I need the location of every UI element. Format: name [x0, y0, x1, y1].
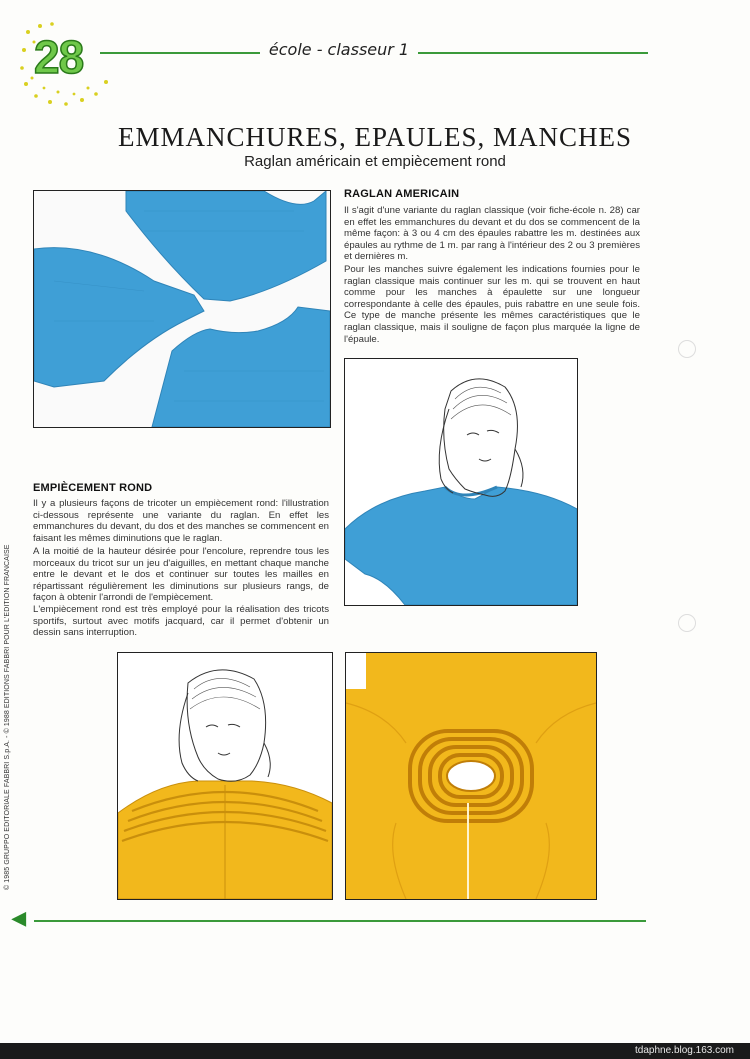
photo-round-yoke-pieces: [345, 652, 597, 900]
raglan-paragraph-1: Il s'agit d'une variante du raglan classique (voir fiche-école n. 28) car en effet les emmanchures du devant et du dos se commencent de la même façon: à 3 ou 4 cm des épaules rabattre les m. destinées aux épaules au rythme de 1 m. par rang à l'intérieur des 2 ou 3 premières et dernières m.: [344, 205, 640, 263]
back-arrow-icon: ◀: [12, 908, 26, 928]
empiecement-paragraph-1: Il y a plusieurs façons de tricoter un empiècement rond: l'illustration ci-dessous représente une variante du raglan. En effet les emmanchures du devant, du dos et des manches se commencent en faisant les mêmes diminutions que le raglan.: [33, 498, 329, 544]
empiecement-paragraph-2: A la moitié de la hauteur désirée pour l'encolure, reprendre tous les morceaux du tricot sur un jeu d'aiguilles, en mettant chaque manche entre le devant et le dos et continuer sur toutes les mailles en répartissant régulièrement les diminutions sur plusieurs rangs, de façon à obtenir l'arrondi de l'empiècement.: [33, 546, 329, 604]
copyright-credit: © 1985 GRUPPO EDITORIALE FABBRI S.p.A. - © 1988 EDITIONS FABBRI POUR L'EDITION FRANCAISE: [4, 544, 11, 890]
blue-sweater-illustration: [345, 359, 577, 605]
photo-raglan-pieces: [33, 190, 331, 428]
series-title: école - classeur 1: [268, 40, 410, 59]
empiecement-paragraph-3: L'empiècement rond est très employé pour la réalisation des tricots sportifs, surtout avec motifs jacquard, car il permet d'obtenir un dessin sans interruption.: [33, 604, 329, 639]
page-title: EMMANCHURES, EPAULES, MANCHES: [117, 122, 633, 152]
yellow-knit-pieces-illustration: [346, 653, 596, 899]
page-number: 28: [34, 31, 84, 83]
section-heading-raglan: RAGLAN AMERICAIN: [344, 188, 460, 200]
yellow-sweater-illustration: [118, 653, 332, 899]
page-subtitle: Raglan américain et empiècement rond: [244, 153, 506, 170]
blue-knit-pieces-illustration: [34, 191, 330, 427]
watermark-url: tdaphne.blog.163.com: [635, 1045, 734, 1056]
header-rule-left: [100, 52, 260, 54]
punch-hole-bottom: [678, 614, 696, 632]
header-rule-right: [418, 52, 648, 54]
punch-hole-top: [678, 340, 696, 358]
raglan-paragraph-2: Pour les manches suivre également les indications fournies pour le raglan classique mais continuer sur les m. qui se trouvent en haut comme pour les manches à épaulette sur une longueur correspondante à celle des épaules, puis rabattre en une seule fois. Ce type de manche présente les mêmes caractéristiques que le raglan classique, mais il souligne de façon plus marquée la ligne de l'épaule.: [344, 264, 640, 345]
photo-raglan-sweater: [344, 358, 578, 606]
footer-rule: [34, 920, 646, 922]
photo-round-yoke-sweater: [117, 652, 333, 900]
footer-strip: [0, 1043, 750, 1059]
section-heading-empiecement: EMPIÈCEMENT ROND: [33, 482, 153, 494]
